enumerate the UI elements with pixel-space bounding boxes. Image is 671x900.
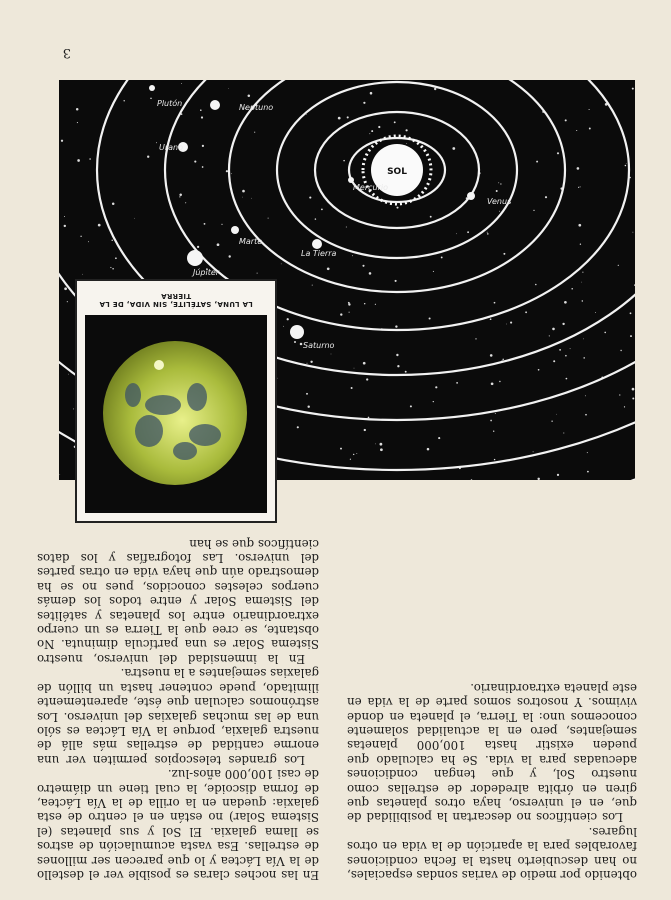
star bbox=[346, 227, 347, 228]
label-pluton: Plutón bbox=[157, 99, 183, 108]
star bbox=[112, 268, 114, 270]
star bbox=[375, 444, 376, 445]
star bbox=[538, 369, 540, 371]
label-jupiter: Júpiter bbox=[193, 268, 220, 277]
star bbox=[368, 417, 370, 419]
star bbox=[200, 109, 202, 111]
star bbox=[283, 326, 284, 327]
star bbox=[268, 218, 269, 219]
star bbox=[251, 198, 252, 199]
star bbox=[179, 196, 180, 197]
star bbox=[562, 323, 564, 325]
star bbox=[634, 284, 635, 286]
star bbox=[438, 437, 440, 439]
star bbox=[467, 231, 469, 233]
star bbox=[580, 244, 581, 245]
star bbox=[349, 312, 350, 313]
star bbox=[352, 255, 353, 256]
star bbox=[370, 92, 373, 95]
star bbox=[496, 190, 498, 192]
star bbox=[456, 382, 458, 384]
star bbox=[510, 322, 512, 324]
planet-venus bbox=[467, 192, 475, 200]
star bbox=[434, 88, 436, 90]
star bbox=[429, 317, 431, 319]
star bbox=[287, 318, 289, 320]
star bbox=[351, 387, 353, 389]
star bbox=[545, 196, 547, 198]
star bbox=[537, 478, 539, 480]
star bbox=[134, 218, 135, 219]
star bbox=[306, 114, 307, 115]
star bbox=[228, 88, 229, 89]
star bbox=[565, 355, 567, 357]
star bbox=[430, 216, 432, 218]
star bbox=[535, 284, 537, 286]
star bbox=[347, 116, 349, 118]
star bbox=[77, 122, 78, 123]
star bbox=[632, 398, 634, 400]
star bbox=[566, 378, 568, 380]
star bbox=[356, 453, 357, 454]
star bbox=[254, 132, 255, 133]
star bbox=[620, 350, 621, 351]
star bbox=[394, 121, 396, 123]
star bbox=[533, 451, 534, 452]
star bbox=[375, 304, 376, 305]
star bbox=[577, 167, 580, 170]
star bbox=[257, 273, 258, 274]
star bbox=[89, 158, 91, 160]
star bbox=[557, 474, 559, 476]
star bbox=[112, 202, 115, 205]
star bbox=[427, 448, 430, 451]
star bbox=[202, 166, 204, 168]
star bbox=[343, 160, 345, 162]
label-neptuno: Neptuno bbox=[239, 103, 274, 112]
star bbox=[76, 108, 79, 111]
star bbox=[395, 280, 397, 282]
moon-disc bbox=[103, 341, 247, 485]
star bbox=[557, 152, 559, 154]
star bbox=[348, 302, 350, 304]
star bbox=[397, 365, 399, 367]
star bbox=[150, 98, 151, 99]
star bbox=[338, 117, 341, 120]
star bbox=[490, 354, 493, 357]
star bbox=[441, 256, 443, 258]
star bbox=[395, 325, 397, 327]
star bbox=[248, 94, 251, 97]
star bbox=[73, 408, 74, 409]
moon-svg bbox=[85, 315, 267, 513]
star bbox=[587, 452, 588, 453]
star bbox=[552, 328, 555, 331]
star bbox=[487, 232, 488, 233]
star bbox=[570, 348, 571, 349]
star bbox=[115, 257, 117, 259]
star bbox=[632, 388, 635, 391]
star bbox=[61, 140, 63, 142]
star bbox=[619, 394, 620, 395]
star bbox=[217, 243, 220, 246]
star bbox=[327, 267, 330, 270]
star bbox=[553, 360, 555, 362]
planet-jupiter bbox=[187, 250, 203, 266]
star bbox=[589, 128, 591, 130]
label-marte: Marte bbox=[239, 237, 263, 246]
star bbox=[309, 197, 311, 199]
star bbox=[494, 459, 495, 460]
star bbox=[533, 210, 534, 211]
planet-saturno bbox=[290, 325, 304, 339]
star bbox=[626, 163, 627, 164]
star bbox=[242, 190, 245, 193]
star bbox=[632, 88, 634, 90]
moon-caption: LA LUNA, SATÉLITE, SIN VIDA, DE LA TIERRA bbox=[99, 292, 253, 308]
planet-marte bbox=[231, 226, 239, 234]
star bbox=[559, 349, 561, 351]
star bbox=[194, 161, 196, 163]
sun-label: SOL bbox=[387, 167, 407, 177]
star bbox=[500, 183, 501, 184]
star bbox=[312, 285, 313, 286]
star bbox=[551, 421, 552, 422]
paragraph: Los grandes telescopios permiten ver una enorme cantidad de estrellas más allá de nuestra galaxia, porque la Vía Láctea es sólo una de las muchas galaxias del universo. Los astrónomos calculan que éste, aparentemente ilimitado, puede contener hasta un billón de galaxias semejantes a la nuestra. bbox=[37, 666, 319, 767]
star bbox=[625, 165, 627, 167]
star bbox=[475, 338, 476, 339]
star bbox=[487, 233, 489, 235]
star bbox=[585, 414, 587, 416]
star bbox=[587, 471, 589, 473]
star bbox=[396, 207, 398, 209]
star bbox=[410, 405, 412, 407]
star bbox=[67, 301, 68, 302]
star bbox=[595, 312, 596, 313]
star bbox=[331, 354, 332, 355]
star bbox=[354, 368, 355, 369]
star bbox=[549, 335, 550, 336]
star bbox=[499, 381, 500, 382]
star bbox=[576, 130, 577, 131]
star bbox=[498, 182, 499, 183]
star bbox=[306, 393, 308, 395]
star bbox=[632, 232, 633, 233]
star bbox=[185, 202, 186, 203]
star bbox=[363, 102, 365, 104]
star bbox=[294, 341, 296, 343]
star bbox=[371, 130, 373, 132]
star bbox=[565, 119, 567, 121]
label-urano: Urano bbox=[159, 143, 184, 152]
star bbox=[493, 431, 494, 432]
star bbox=[582, 272, 583, 273]
star bbox=[242, 197, 243, 198]
star bbox=[197, 246, 199, 248]
star bbox=[68, 374, 69, 375]
star bbox=[156, 142, 157, 143]
star bbox=[297, 426, 299, 428]
star bbox=[380, 443, 383, 446]
star bbox=[578, 187, 579, 188]
star bbox=[226, 170, 228, 172]
star bbox=[490, 420, 492, 422]
star bbox=[147, 156, 149, 158]
star bbox=[369, 272, 372, 275]
star bbox=[366, 378, 368, 380]
star bbox=[506, 324, 507, 325]
star bbox=[363, 362, 366, 365]
star bbox=[353, 454, 354, 455]
star bbox=[179, 193, 182, 196]
star bbox=[181, 83, 182, 84]
star bbox=[378, 126, 380, 128]
star bbox=[88, 241, 89, 242]
star bbox=[494, 302, 496, 304]
star bbox=[380, 448, 383, 451]
star bbox=[456, 233, 457, 234]
star bbox=[307, 363, 308, 364]
star bbox=[525, 311, 527, 313]
star bbox=[583, 339, 584, 340]
star bbox=[435, 386, 437, 388]
star bbox=[315, 218, 316, 219]
star bbox=[111, 240, 112, 241]
star bbox=[59, 474, 60, 475]
star bbox=[281, 264, 282, 265]
moon-photo bbox=[85, 315, 267, 513]
star bbox=[406, 143, 407, 144]
star bbox=[405, 371, 407, 373]
page-number: 3 bbox=[62, 45, 71, 60]
star bbox=[503, 253, 505, 255]
star bbox=[300, 343, 303, 346]
star bbox=[310, 361, 312, 363]
star bbox=[433, 271, 434, 272]
star bbox=[556, 414, 557, 415]
star bbox=[396, 354, 398, 356]
star bbox=[495, 413, 496, 414]
star bbox=[582, 300, 583, 301]
star bbox=[64, 216, 65, 217]
star bbox=[362, 265, 364, 267]
sun bbox=[363, 136, 431, 204]
star bbox=[452, 147, 455, 150]
text-column-right bbox=[347, 680, 637, 882]
star bbox=[340, 313, 342, 315]
planet-tierra bbox=[312, 239, 322, 249]
paragraph: obtenido por medio de varias sondas espaciales, no han descubierto hasta la fecha condiciones favorables para la aparición de la vida en otros lugares. bbox=[347, 824, 637, 882]
star bbox=[604, 332, 606, 334]
star bbox=[406, 129, 408, 131]
star bbox=[64, 225, 66, 227]
star bbox=[221, 224, 222, 225]
star bbox=[110, 267, 111, 268]
star bbox=[229, 255, 231, 257]
star bbox=[580, 186, 581, 187]
star bbox=[571, 288, 573, 290]
label-saturno: Saturno bbox=[303, 341, 335, 350]
star bbox=[98, 224, 101, 227]
crater-tycho bbox=[154, 360, 164, 370]
text-column-left bbox=[37, 536, 319, 882]
star bbox=[630, 335, 632, 337]
star bbox=[64, 287, 67, 290]
star bbox=[204, 223, 206, 225]
star bbox=[502, 359, 503, 360]
label-mercurio: Mercurio bbox=[353, 183, 388, 192]
star bbox=[490, 318, 492, 320]
star bbox=[77, 159, 80, 162]
star bbox=[202, 145, 204, 147]
star bbox=[123, 100, 124, 101]
label-tierra: La Tierra bbox=[301, 249, 337, 258]
label-venus: Venus bbox=[487, 197, 512, 206]
star bbox=[321, 209, 323, 211]
star bbox=[618, 265, 619, 266]
star bbox=[499, 211, 500, 212]
star bbox=[231, 173, 232, 174]
star bbox=[80, 236, 81, 237]
star bbox=[491, 382, 494, 385]
star bbox=[589, 109, 590, 110]
star bbox=[201, 116, 203, 118]
moon-photo-box bbox=[75, 279, 277, 523]
paragraph: En la inmensidad del universo, nuestro Sistema Solar es una partícula diminuta. No obstante, se cree que la Tierra es un cuerpo extraordinario entre los planetas y satélites del Sistema Solar y entre todos los demás cuerpos celestes conocidos, pues no se ha demostrado aún que haya vida en otras partes del universo. Las fotografías y los datos científicos que se han bbox=[37, 536, 319, 666]
star bbox=[82, 274, 83, 275]
star bbox=[624, 406, 625, 407]
planet-neptuno bbox=[210, 100, 220, 110]
star bbox=[563, 433, 564, 434]
star bbox=[581, 282, 582, 283]
star bbox=[307, 405, 309, 407]
star bbox=[433, 401, 434, 402]
paragraph: Los científicos no descartan la posibilidad de que, en el universo, haya otros planetas que giren en órbita alrededor de estrellas como nuestro Sol, y que tengan condiciones adecuadas para la vida. Se ha calculado que pueden existir hasta 100,000 planetas semejantes, pero en la actualidad solamente conocemos uno: la Tierra, el planeta en donde vivimos. Y nosotros somos parte de la vida en este planeta extraordinario. bbox=[347, 680, 637, 825]
star bbox=[364, 429, 366, 431]
paragraph: En las noches claras es posible ver el destello de la Vía Láctea y lo que parecen ser millones de estrellas. Esa vasta acumulación de astros se llama galaxia. El Sol y sus planetas (el Sistema Solar) no están en el centro de esta galaxia: quedan en la orilla de la Vía Láctea, de forma discoide, la cual tiene un diámetro de casi 100,000 años-luz. bbox=[37, 767, 319, 882]
star bbox=[364, 303, 365, 304]
star bbox=[350, 459, 351, 460]
star bbox=[585, 395, 586, 396]
star bbox=[340, 448, 342, 450]
star bbox=[630, 312, 632, 314]
star bbox=[471, 479, 473, 480]
star bbox=[369, 133, 370, 134]
star bbox=[578, 224, 581, 227]
star bbox=[536, 161, 538, 163]
planet-pluton bbox=[149, 85, 155, 91]
star bbox=[583, 357, 585, 359]
star bbox=[564, 301, 567, 304]
